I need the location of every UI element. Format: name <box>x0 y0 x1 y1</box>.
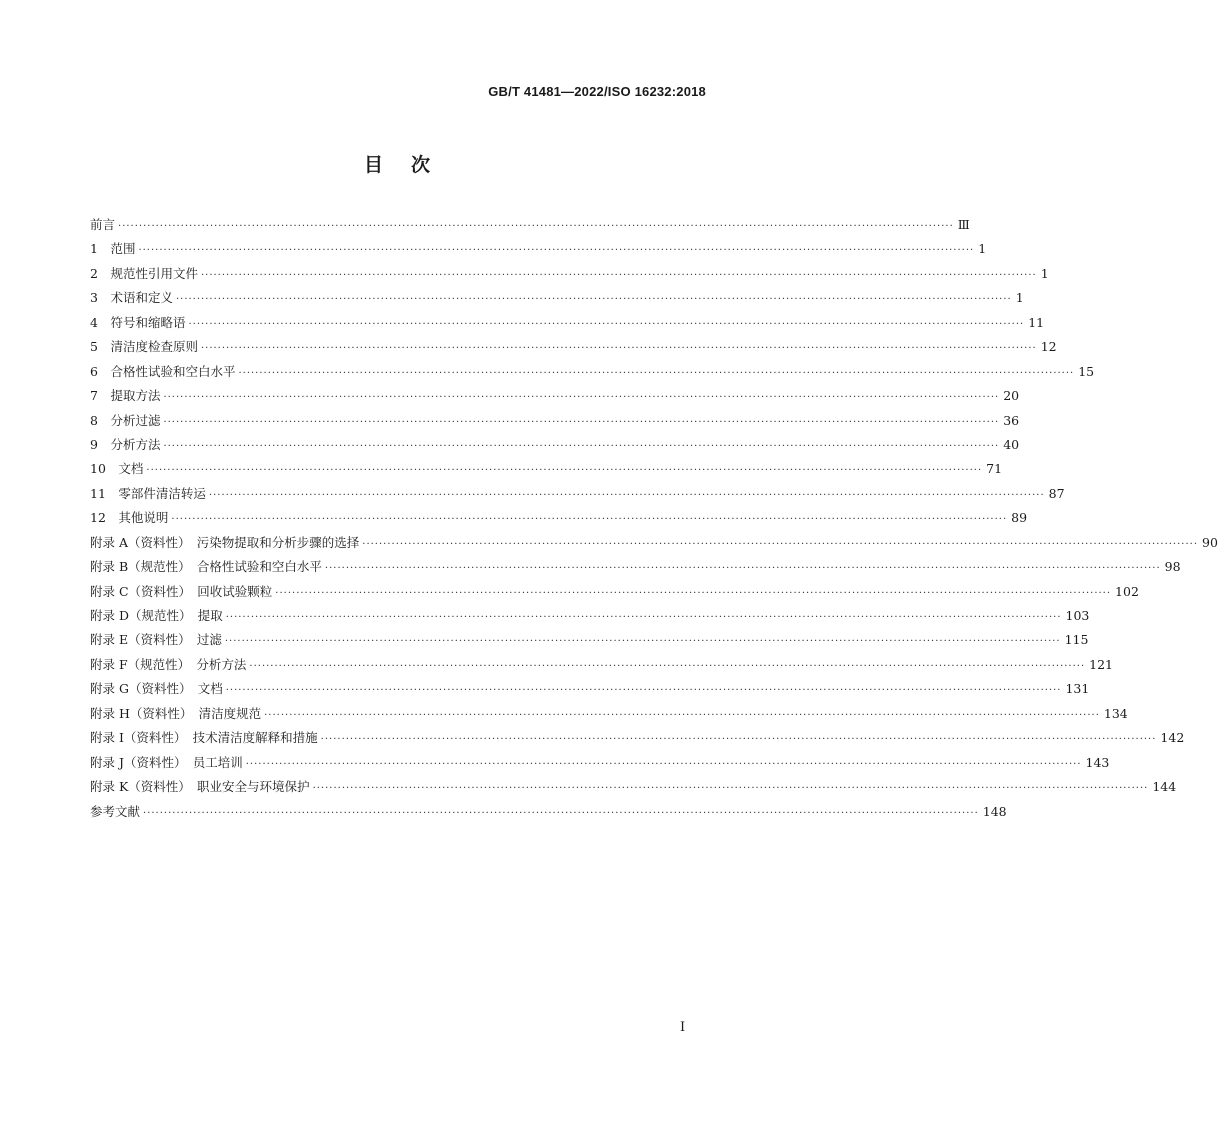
toc-entry[interactable] <box>90 262 1049 286</box>
toc-entry-label: 1 范围 <box>90 241 136 257</box>
toc-entry[interactable] <box>90 751 1110 775</box>
toc-entry-page: 90 <box>1202 534 1218 550</box>
toc-entry[interactable] <box>90 360 1095 384</box>
toc-entry-label: 4 符号和缩略语 <box>90 314 186 330</box>
toc-dot-leader: ········································································································································································································ <box>138 245 975 257</box>
toc-dot-leader: ········································································································································································································ <box>312 783 1149 795</box>
toc-entry-label: 附录 A（资料性） 污染物提取和分析步骤的选择 <box>90 534 360 550</box>
toc-entry-label: 前言 <box>90 217 116 232</box>
toc-dot-leader: ········································································································································································································ <box>146 465 983 477</box>
toc-dot-leader: ········································································································································································································ <box>163 416 1000 428</box>
toc-entry-page: Ⅲ <box>957 217 970 232</box>
toc-entry[interactable] <box>90 775 1177 799</box>
toc-entry-label: 附录 G（资料性） 文档 <box>90 681 223 697</box>
toc-entry-page: 15 <box>1078 363 1095 379</box>
table-of-contents <box>90 213 1218 824</box>
toc-entry[interactable] <box>90 482 1065 506</box>
toc-dot-leader: ········································································································································································································ <box>264 709 1100 721</box>
toc-entry-label: 2 规范性引用文件 <box>90 265 198 281</box>
toc-dot-leader: ········································································································································································································ <box>208 489 1045 501</box>
toc-entry-page: 98 <box>1164 559 1181 575</box>
toc-entry-label: 8 分析过滤 <box>90 412 161 428</box>
toc-dot-leader: ········································································································································································································ <box>171 514 1008 526</box>
toc-entry-label: 附录 H（资料性） 清洁度规范 <box>90 705 262 721</box>
toc-entry-label: 5 清洁度检查原则 <box>90 339 198 355</box>
toc-dot-leader: ········································································································································································································ <box>324 563 1161 575</box>
toc-entry[interactable] <box>90 433 1020 457</box>
toc-entry-page: 103 <box>1065 608 1090 623</box>
toc-entry-page: 143 <box>1085 754 1110 770</box>
toc-entry-page: 36 <box>1003 412 1020 428</box>
toc-entry-page: 20 <box>1003 388 1020 404</box>
toc-dot-leader: ········································································································································································································ <box>200 343 1037 355</box>
toc-entry-label: 附录 F（规范性） 分析方法 <box>90 656 247 672</box>
toc-dot-leader: ········································································································································································································ <box>163 440 1000 452</box>
toc-entry[interactable] <box>90 286 1024 310</box>
toc-dot-leader: ········································································································································································································ <box>225 685 1062 697</box>
toc-dot-leader: ········································································································································································································ <box>188 318 1025 330</box>
toc-dot-leader: ········································································································································································································ <box>163 392 1000 404</box>
toc-entry-label: 7 提取方法 <box>90 388 161 404</box>
toc-entry[interactable] <box>90 506 1028 530</box>
toc-title-char-1: 目 <box>363 154 383 176</box>
toc-entry[interactable] <box>90 800 1007 824</box>
toc-dot-leader: ········································································································································································································ <box>362 538 1199 550</box>
toc-dot-leader: ········································································································································································································ <box>320 734 1157 746</box>
toc-entry[interactable] <box>90 628 1089 652</box>
toc-entry-page: 121 <box>1089 656 1114 672</box>
page-number: I <box>680 1020 686 1035</box>
toc-entry-page: 102 <box>1115 583 1139 599</box>
toc-dot-leader: ········································································································································································································ <box>225 612 1062 623</box>
toc-dot-leader: ········································································································································································································ <box>275 587 1112 599</box>
toc-entry-page: 131 <box>1065 681 1090 697</box>
toc-entry-label: 附录 K（资料性） 职业安全与环境保护 <box>90 779 310 795</box>
toc-title <box>0 150 794 177</box>
toc-entry[interactable] <box>90 555 1181 579</box>
toc-entry[interactable] <box>90 604 1090 628</box>
toc-dot-leader: ········································································································································································································ <box>249 660 1086 672</box>
toc-entry[interactable] <box>90 311 1045 335</box>
toc-entry[interactable] <box>90 409 1020 433</box>
toc-dot-leader: ········································································································································································································ <box>143 807 979 819</box>
toc-dot-leader: ········································································································································································································ <box>245 758 1082 770</box>
toc-dot-leader: ········································································································································································································ <box>238 367 1075 379</box>
toc-entry-page: 1 <box>1040 265 1049 281</box>
toc-entry[interactable] <box>90 580 1139 604</box>
toc-entry[interactable] <box>90 237 987 261</box>
toc-entry-page: 40 <box>1003 436 1020 452</box>
toc-dot-leader: ········································································································································································································ <box>175 294 1012 306</box>
toc-entry-label: 附录 I（资料性） 技术清洁度解释和措施 <box>90 730 318 746</box>
toc-entry-label: 附录 D（规范性） 提取 <box>90 608 223 623</box>
toc-dot-leader: ········································································································································································································ <box>118 221 954 232</box>
toc-entry-label: 附录 C（资料性） 回收试验颗粒 <box>90 583 273 599</box>
toc-entry-page: 1 <box>1015 290 1024 306</box>
toc-entry-page: 134 <box>1103 705 1128 721</box>
toc-entry-label: 参考文献 <box>90 803 141 819</box>
toc-entry[interactable] <box>90 335 1057 359</box>
toc-entry[interactable] <box>90 653 1114 677</box>
toc-entry-label: 附录 J（资料性） 员工培训 <box>90 754 243 770</box>
toc-entry-label: 9 分析方法 <box>90 436 161 452</box>
toc-dot-leader: ········································································································································································································ <box>200 269 1037 281</box>
toc-entry-page: 142 <box>1160 730 1185 746</box>
toc-entry-page: 87 <box>1048 485 1065 501</box>
standard-code-header: GB/T 41481—2022/ISO 16232:2018 <box>488 84 706 99</box>
toc-entry[interactable] <box>90 531 1218 555</box>
toc-entry-label: 12 其他说明 <box>90 510 169 526</box>
toc-entry-label: 10 文档 <box>90 461 144 477</box>
toc-entry[interactable] <box>90 457 1003 481</box>
toc-entry[interactable] <box>90 213 970 237</box>
toc-entry-page: 89 <box>1011 510 1028 526</box>
toc-entry-label: 附录 E（资料性） 过滤 <box>90 632 222 648</box>
toc-entry[interactable] <box>90 702 1128 726</box>
toc-entry[interactable] <box>90 677 1090 701</box>
toc-entry-page: 115 <box>1064 632 1089 648</box>
toc-entry-page: 71 <box>986 461 1003 477</box>
toc-entry-page: 148 <box>982 803 1007 819</box>
toc-title-char-2: 次 <box>411 154 431 176</box>
toc-entry[interactable] <box>90 384 1020 408</box>
toc-entry-label: 3 术语和定义 <box>90 290 173 306</box>
toc-entry-page: 1 <box>978 241 987 257</box>
toc-entry-page: 12 <box>1040 339 1057 355</box>
toc-entry-page: 11 <box>1028 314 1045 330</box>
toc-entry-label: 附录 B（规范性） 合格性试验和空白水平 <box>90 559 322 575</box>
toc-entry-label: 6 合格性试验和空白水平 <box>90 363 236 379</box>
toc-entry-page: 144 <box>1152 779 1177 795</box>
toc-dot-leader: ········································································································································································································ <box>224 636 1061 648</box>
toc-entry[interactable] <box>90 726 1185 750</box>
toc-entry-label: 11 零部件清洁转运 <box>90 485 206 501</box>
